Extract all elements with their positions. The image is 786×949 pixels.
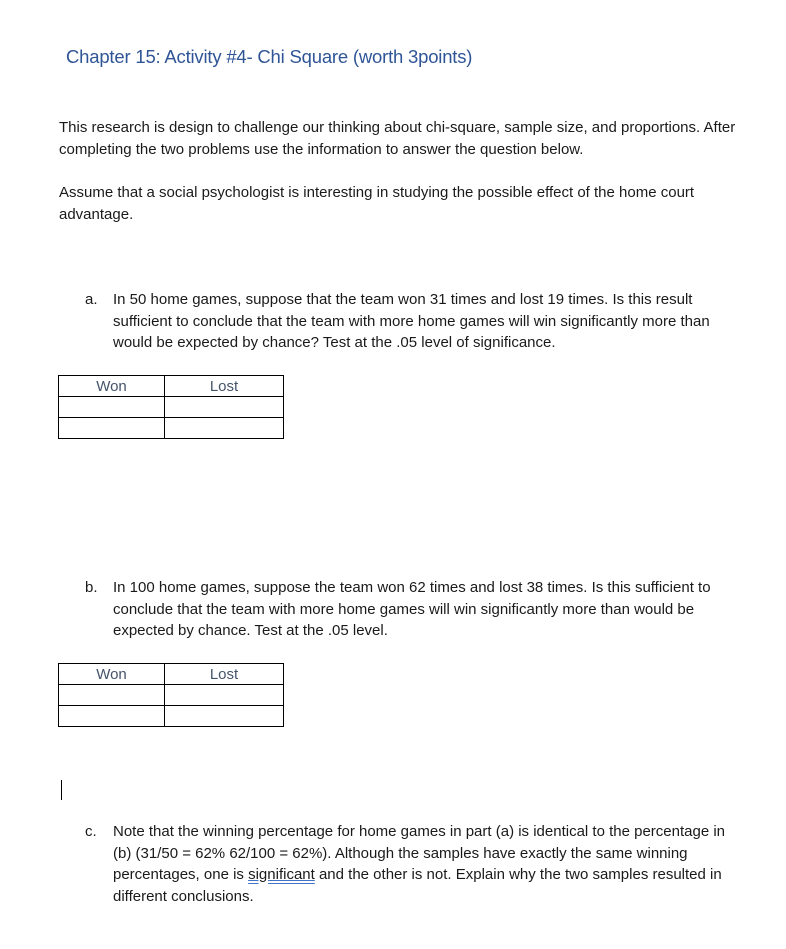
problem-b	[85, 577, 745, 642]
table-b	[58, 663, 284, 727]
table-a-header-won: Won	[59, 376, 165, 397]
table-a-cell[interactable]	[59, 397, 165, 418]
table-b-row	[59, 685, 284, 706]
table-a-header-row	[59, 376, 284, 397]
table-b-header-row	[59, 664, 284, 685]
problem-a-text: In 50 home games, suppose that the team won 31 times and lost 19 times. Is this result sufficient to conclude that the team with more home games will win significantly more than would be expected by chance? Test at the .05 level of significance.	[113, 291, 710, 351]
problem-b-text: In 100 home games, suppose the team won 62 times and lost 38 times. Is this sufficient to conclude that the team with more home games will win significantly more than would be expected by chance. Test at the .05 level.	[113, 579, 711, 639]
problem-a	[85, 289, 745, 354]
table-a-cell[interactable]	[165, 397, 284, 418]
problem-c-text-before: Note that the winning percentage for home games in part (a) is identical to the percentage in (b) (31/50 = 62% 62/100 = 62%). Although the samples have exactly the same winning percentages, one is	[113, 823, 726, 883]
table-b-header-won: Won	[59, 664, 165, 685]
problem-b-marker: b.	[85, 579, 98, 596]
table-a-header-lost: Lost	[165, 376, 284, 397]
problem-a-marker: a.	[85, 291, 98, 308]
intro-paragraph: This research is design to challenge our thinking about chi-square, sample size, and proportions. After completing the two problems use the information to answer the question below.	[59, 119, 736, 158]
table-a	[58, 375, 284, 439]
table-b-cell[interactable]	[165, 706, 284, 727]
table-b-row	[59, 706, 284, 727]
document-title: Chapter 15: Activity #4- Chi Square (worth 3points)	[66, 46, 473, 67]
table-a-cell[interactable]	[59, 418, 165, 439]
table-b-cell[interactable]	[59, 685, 165, 706]
problem-c-marker: c.	[85, 823, 97, 840]
table-a-row	[59, 397, 284, 418]
problem-c-text	[113, 821, 745, 907]
assumption-paragraph: Assume that a social psychologist is interesting in studying the possible effect of the home court advantage.	[59, 184, 695, 223]
table-b-header-lost: Lost	[165, 664, 284, 685]
table-a-cell[interactable]	[165, 418, 284, 439]
text-cursor[interactable]	[61, 780, 62, 800]
problem-c	[85, 821, 745, 907]
table-a-row	[59, 418, 284, 439]
spellcheck-underlined-word[interactable]: significant	[248, 866, 315, 883]
problem-c-text-after: and the other is not. Explain why the two samples resulted in different conclusions.	[113, 866, 722, 905]
table-b-cell[interactable]	[165, 685, 284, 706]
table-b-cell[interactable]	[59, 706, 165, 727]
